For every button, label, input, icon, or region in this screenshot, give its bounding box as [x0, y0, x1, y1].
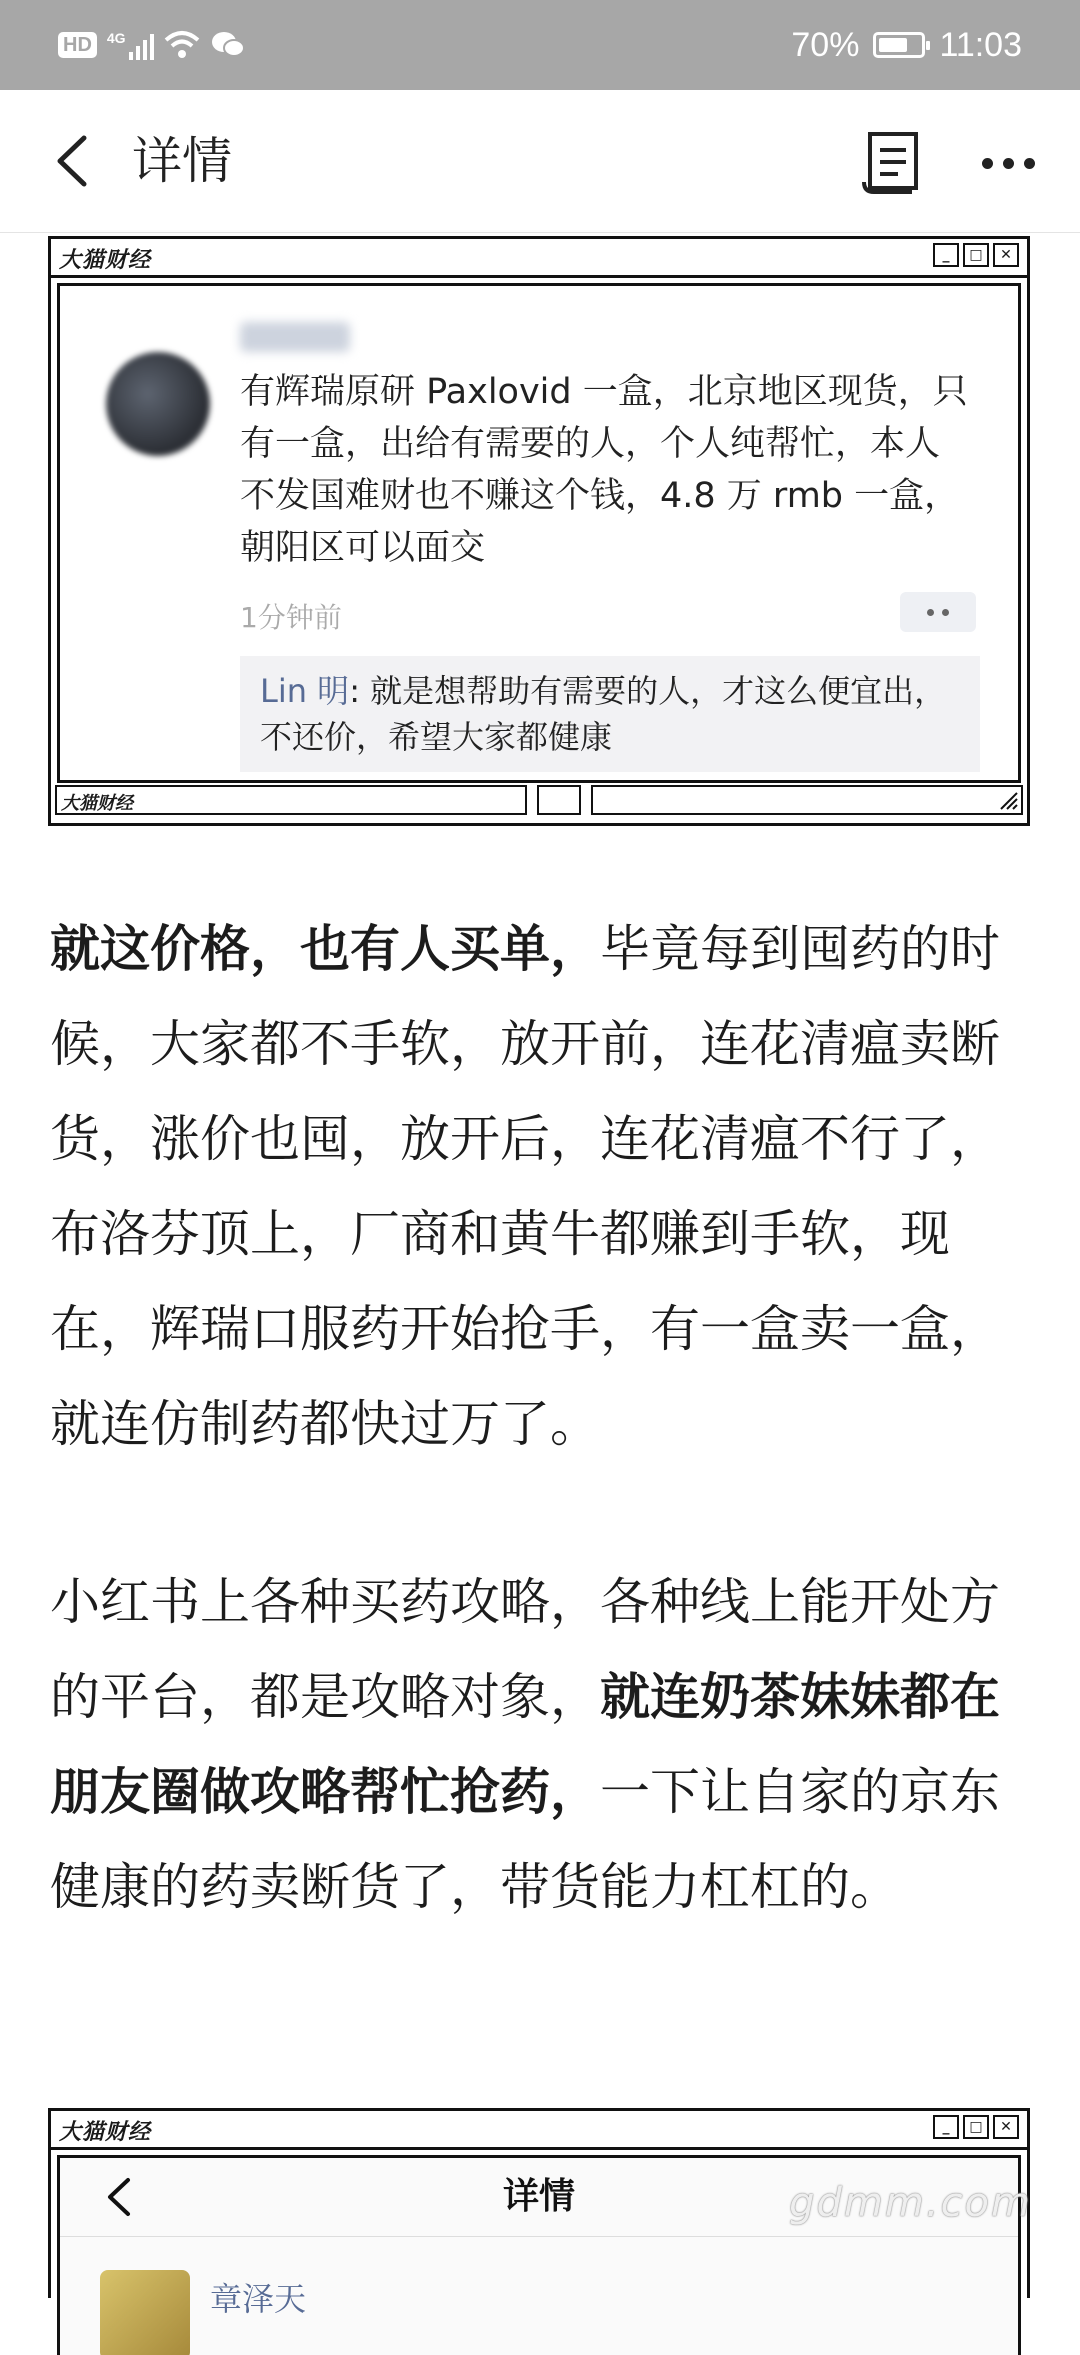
- article-paragraph-2: [50, 1555, 1032, 1935]
- embedded-screenshot-frame-1: [48, 236, 1030, 826]
- minimize-icon: _: [933, 2115, 959, 2139]
- post-text: 有辉瑞原研 Paxlovid 一盒，北京地区现货，只有一盒，出给有需要的人，个人纯帮忙，本人不发国难财也不赚这个钱，4.8 万 rmb 一盒，朝阳区可以面交: [240, 372, 968, 568]
- inner-page-title: 详情: [502, 2176, 575, 2217]
- divider: [60, 2236, 1018, 2237]
- frame-brand-label: 大猫财经: [59, 248, 152, 273]
- frame-footer-segment: [537, 785, 581, 815]
- frame-footer-brand: 大猫财经: [61, 793, 133, 814]
- comment-text: : 就是想帮助有需要的人，才这么便宜出，不还价，希望大家都健康: [260, 672, 947, 756]
- paragraph-2-text-start: 小红书上各种买药攻略，各种线上能开处方的平台，都是攻略对象，: [50, 1573, 1000, 1726]
- paragraph-2-text-end: 一下让自家的京东健康的药卖断货了，带货能力杠杠的。: [50, 1763, 1000, 1916]
- frame-footer-segment: [55, 785, 527, 815]
- paragraph-2-bold: 就连奶茶妹妹都在朋友圈做攻略帮忙抢药，: [50, 1668, 1000, 1821]
- minimize-icon: _: [933, 243, 959, 267]
- post-time: 1分钟前: [240, 601, 342, 634]
- battery-percent: 70%: [791, 25, 860, 64]
- page-title: 详情: [132, 132, 232, 190]
- blurred-username: [240, 322, 350, 352]
- watermark: gdmm.com: [789, 2180, 1032, 2226]
- post-more-icon: [900, 592, 976, 632]
- back-arrow-icon[interactable]: [40, 126, 110, 196]
- status-bar: [0, 0, 1080, 90]
- status-left: [58, 22, 246, 68]
- frame-titlebar: [51, 2111, 1027, 2150]
- frame-footer-segment: [591, 785, 1023, 815]
- signal-icon: [107, 30, 154, 60]
- reader-mode-icon[interactable]: [856, 126, 930, 200]
- frame-titlebar: [51, 239, 1027, 278]
- resize-grip-icon: [997, 789, 1019, 811]
- frame-controls: [933, 2115, 1019, 2139]
- frame-controls: [933, 243, 1019, 267]
- close-icon: ✕: [993, 2115, 1019, 2139]
- frame-footer: [55, 785, 1023, 819]
- avatar: [106, 352, 210, 456]
- close-icon: ✕: [993, 243, 1019, 267]
- hd-badge: HD: [58, 32, 97, 58]
- maximize-icon: □: [963, 243, 989, 267]
- comment: [240, 656, 980, 772]
- maximize-icon: □: [963, 2115, 989, 2139]
- paragraph-1-bold: 就这价格，也有人买单，: [50, 920, 600, 978]
- more-options-icon[interactable]: [968, 126, 1048, 200]
- wechat-icon: [210, 30, 246, 60]
- wifi-icon: [164, 30, 200, 60]
- battery-fill: [879, 38, 907, 52]
- network-label: 4G: [106, 30, 126, 46]
- battery-icon: [873, 32, 925, 58]
- comment-author: Lin 明: [260, 672, 350, 710]
- avatar: [100, 2270, 190, 2355]
- navigation-bar: [0, 90, 1080, 233]
- article-paragraph-1: [50, 902, 1032, 1472]
- frame-content: [57, 283, 1021, 783]
- clock: 11:03: [939, 25, 1022, 64]
- frame-brand-label: 大猫财经: [59, 2120, 152, 2145]
- paragraph-1-text: 毕竟每到囤药的时候，大家都不手软，放开前，连花清瘟卖断货，涨价也囤，放开后，连花清瘟不行了，布洛芬顶上，厂商和黄牛都赚到手软，现在，辉瑞口服药开始抢手，有一盒卖一盒，就连仿制药都快过万了。: [50, 920, 1000, 1453]
- status-right: [791, 22, 1022, 68]
- inner-username: 章泽天: [210, 2280, 307, 2318]
